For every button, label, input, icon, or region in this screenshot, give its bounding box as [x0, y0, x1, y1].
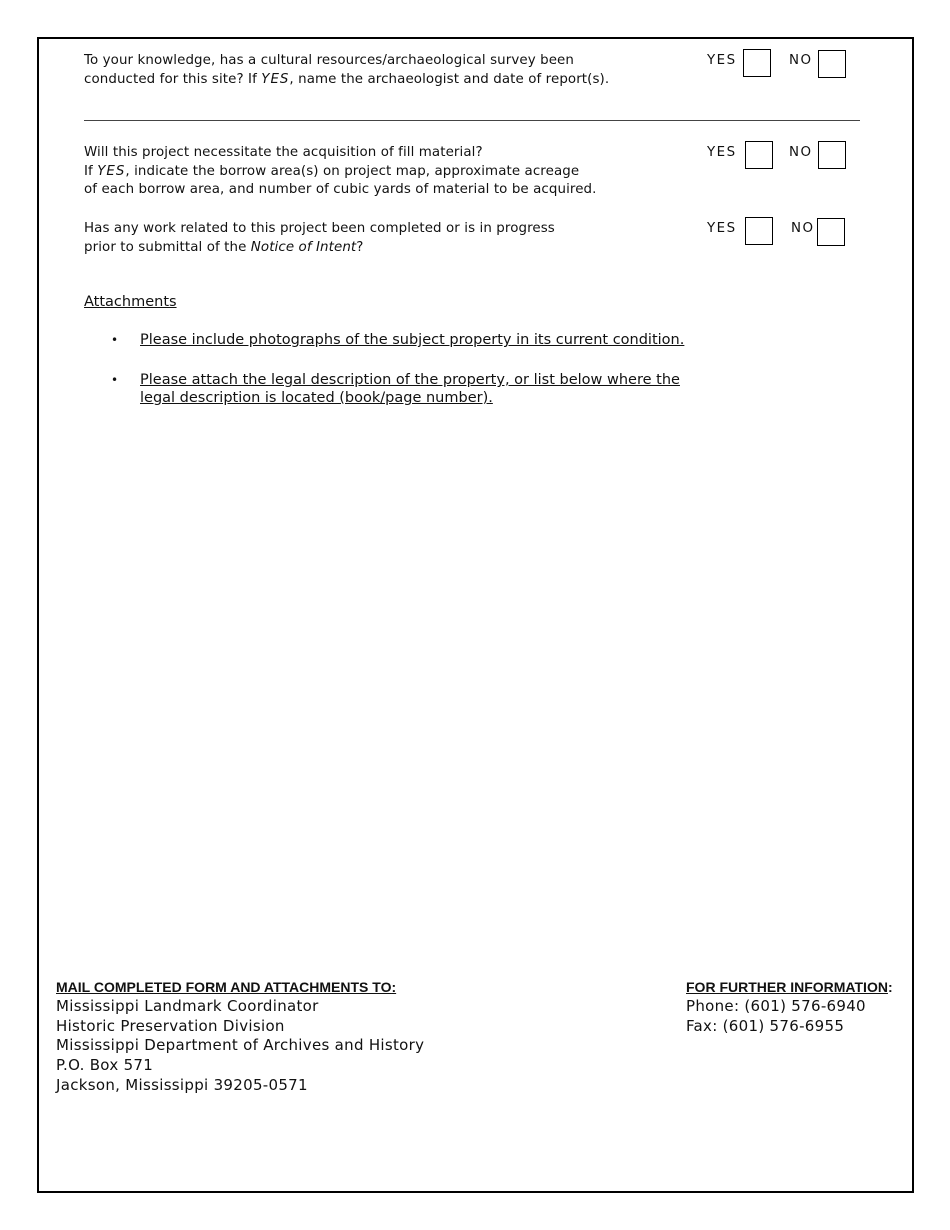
mail-heading: MAIL COMPLETED FORM AND ATTACHMENTS TO: — [56, 979, 397, 995]
question-line: Has any work related to this project been completed or is in progress — [84, 221, 555, 236]
no-checkbox-q3[interactable] — [817, 218, 845, 246]
question-fill-material — [84, 144, 597, 200]
yes-label: YES — [707, 145, 737, 160]
no-checkbox-q2[interactable] — [818, 141, 846, 169]
mail-address-line: Mississippi Department of Archives and History — [56, 1036, 425, 1054]
no-checkbox-q1[interactable] — [818, 50, 846, 78]
fax-number: Fax: (601) 576-6955 — [686, 1017, 845, 1035]
question-line: prior to submittal of the Notice of Intent? — [84, 239, 364, 255]
mail-address-line: Mississippi Landmark Coordinator — [56, 997, 319, 1015]
attachment-item-photographs: Please include photographs of the subject property in its current condition. — [140, 332, 685, 348]
bullet-icon: • — [111, 373, 119, 387]
question-work-in-progress — [84, 220, 555, 257]
attachments-heading: Attachments — [84, 294, 177, 310]
mail-address-line: P.O. Box 571 — [56, 1056, 154, 1074]
yes-checkbox-q3[interactable] — [745, 217, 773, 245]
answer-line[interactable] — [84, 120, 860, 121]
question-line: conducted for this site? If YES, name the archaeologist and date of report(s). — [84, 71, 610, 87]
mail-address-line: Historic Preservation Division — [56, 1017, 285, 1035]
phone-number: Phone: (601) 576-6940 — [686, 997, 866, 1015]
yes-label: YES — [707, 221, 737, 236]
bullet-icon: • — [111, 333, 119, 347]
question-archaeological-survey — [84, 52, 609, 89]
yes-checkbox-q2[interactable] — [745, 141, 773, 169]
info-heading: FOR FURTHER INFORMATION: — [686, 979, 893, 995]
no-label: NO — [789, 145, 813, 160]
yes-label: YES — [707, 53, 737, 68]
attachment-item-legal-description: Please attach the legal description of the property, or list below where the legal description is located (book/page number). — [140, 372, 680, 406]
yes-checkbox-q1[interactable] — [743, 49, 771, 77]
question-line: Will this project necessitate the acquisition of fill material? — [84, 145, 483, 160]
question-line: If YES, indicate the borrow area(s) on project map, approximate acreage — [84, 163, 580, 179]
no-label: NO — [789, 53, 813, 68]
no-label: NO — [791, 221, 815, 236]
mail-address-line: Jackson, Mississippi 39205-0571 — [56, 1076, 308, 1094]
question-line: of each borrow area, and number of cubic yards of material to be acquired. — [84, 182, 597, 197]
question-line: To your knowledge, has a cultural resources/archaeological survey been — [84, 53, 574, 68]
